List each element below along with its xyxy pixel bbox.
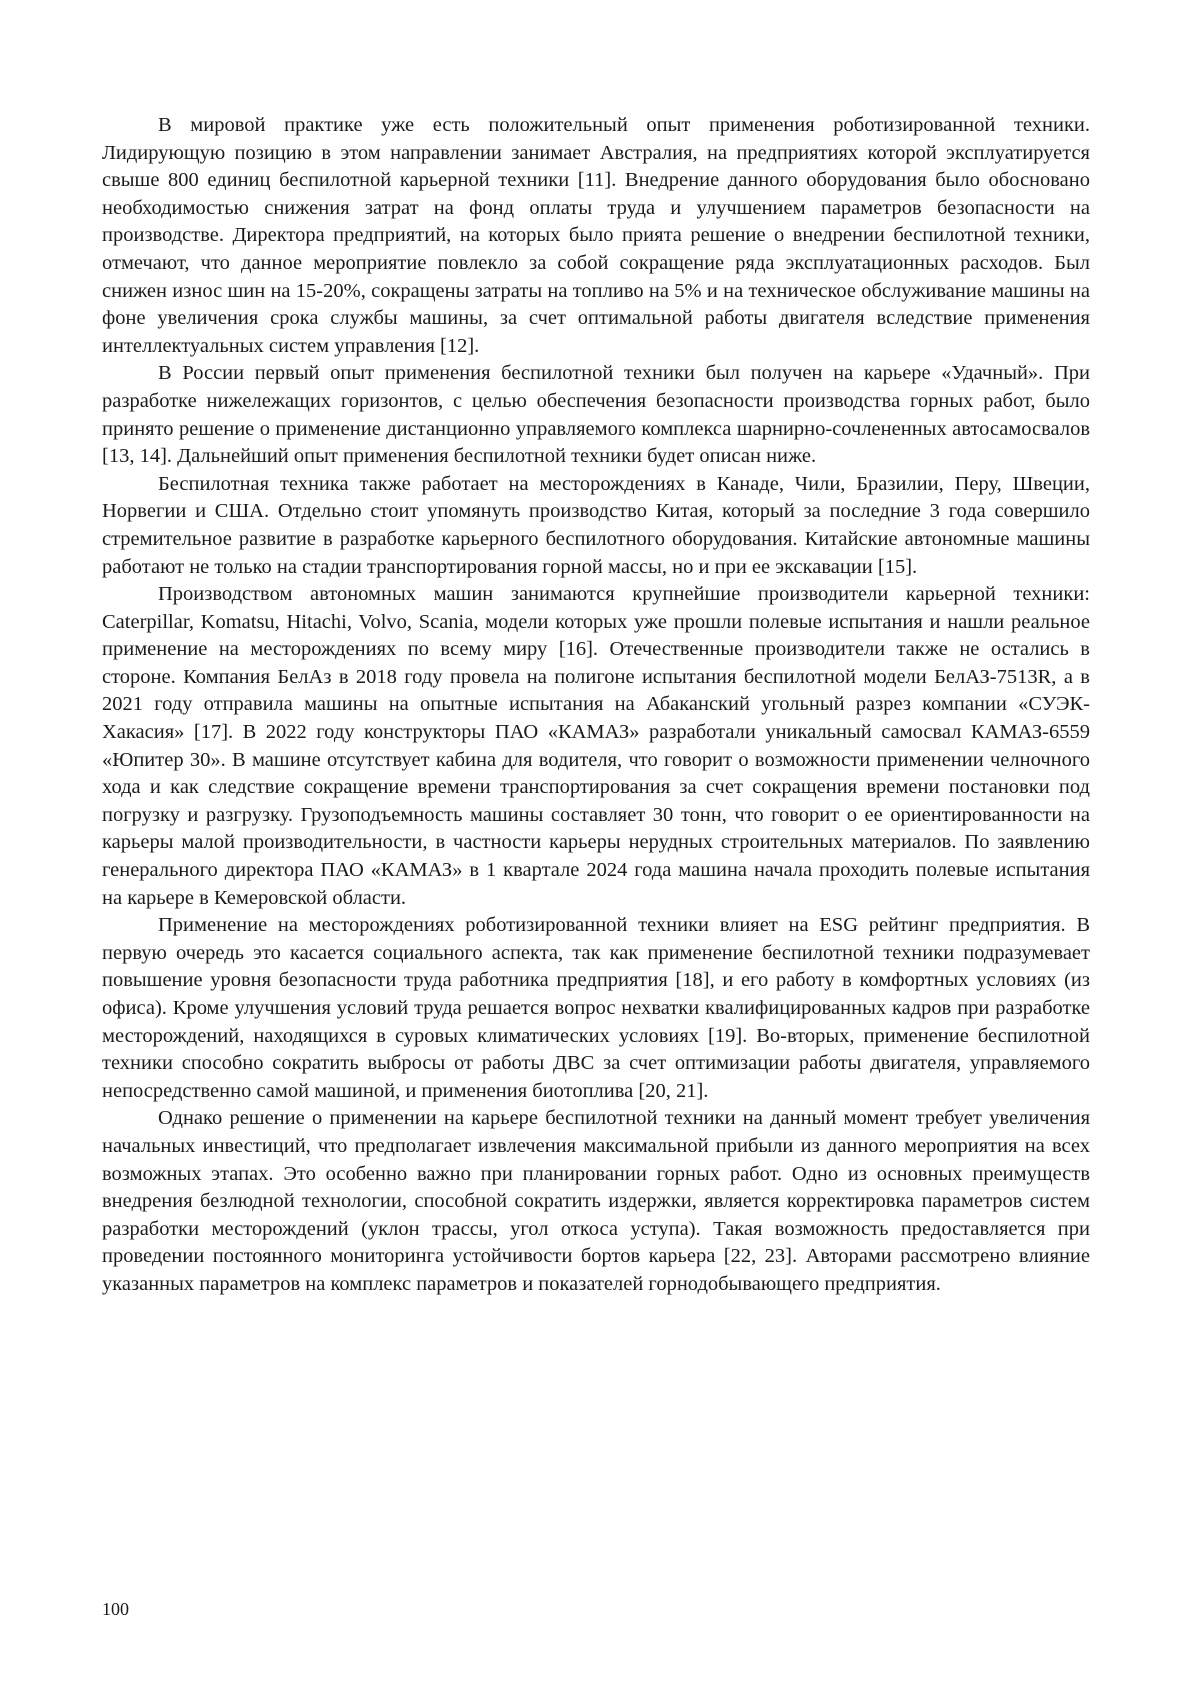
body-text bbox=[102, 112, 1090, 1299]
paragraph-robotic-practice: В мировой практике уже есть положительный опыт применения роботизированной техники. Лидирующую позицию в этом направлении занимает Австралия, на предприятиях которой эксплуатируется свыше 800 единиц беспилотной карьерной техники [11]. Внедрение данного оборудования было обосновано необходимостью снижения затрат на фонд оплаты труда и улучшением параметров безопасности на производстве. Директора предприятий, на которых было прията решение о внедрении беспилотной техники, отмечают, что данное мероприятие повлекло за собой сокращение ряда эксплуатационных расходов. Был снижен износ шин на 15-20%, сокращены затраты на топливо на 5% и на техническое обслуживание машины на фоне увеличения срока службы машины, за счет оптимальной работы двигателя вследствие применения интеллектуальных систем управления [12]. bbox=[102, 114, 1090, 357]
paragraph-russia-experience: В России первый опыт применения беспилотной техники был получен на карьере «Удачный». При разработке нижележащих горизонтов, с целью обеспечения безопасности производства горных работ, было принято решение о применение дистанционно управляемого комплекса шарнирно-сочлененных автосамосвалов [13, 14]. Дальнейший опыт применения беспилотной техники будет описан ниже. bbox=[102, 362, 1090, 468]
paragraph-countries: Беспилотная техника также работает на месторождениях в Канаде, Чили, Бразилии, Перу, Швеции, Норвегии и США. Отдельно стоит упомянуть производство Китая, который за последние 3 года совершило стремительное развитие в разработке карьерного беспилотного оборудования. Китайские автономные машины работают не только на стадии транспортирования горной массы, но и при ее экскавации [15]. bbox=[102, 472, 1090, 578]
page-number: 100 bbox=[102, 1599, 129, 1619]
paragraph-esg: Применение на месторождениях роботизированной техники влияет на ESG рейтинг предприятия. В первую очередь это касается социального аспекта, так как применение беспилотной техники подразумевает повышение уровня безопасности труда работника предприятия [18], и его работу в комфортных условиях (из офиса). Кроме улучшения условий труда решается вопрос нехватки квалифицированных кадров при разработке месторождений, находящихся в суровых климатических условиях [19]. Во-вторых, применение беспилотной техники способно сократить выбросы от работы ДВС за счет оптимизации работы двигателя, управляемого непосредственно самой машиной, и применения биотоплива [20, 21]. bbox=[102, 914, 1090, 1102]
paragraph-manufacturers: Производством автономных машин занимаются крупнейшие производители карьерной техники: Caterpillar, Komatsu, Hitachi, Volvo, Scania, модели которых уже прошли полевые испытания и нашли реальное применение на месторождениях по всему миру [16]. Отечественные производители также не остались в стороне. Компания БелАз в 2018 году провела на полигоне испытания беспилотной модели БелАЗ-7513R, а в 2021 году отправила машины на опытные испытания на Абаканский угольный разрез компании «СУЭК-Хакасия» [17]. В 2022 году конструкторы ПАО «КАМАЗ» разработали уникальный самосвал КАМАЗ-6559 «Юпитер 30». В машине отсутствует кабина для водителя, что говорит о возможности применении челночного хода и как следствие сокращение времени транспортирования за счет сокращения времени постановки под погрузку и разгрузку. Грузоподъемность машины составляет 30 тонн, что говорит о ее ориентированности на карьеры малой производительности, в частности карьеры нерудных строительных материалов. По заявлению генерального директора ПАО «КАМАЗ» в 1 квартале 2024 года машина начала проходить полевые испытания на карьере в Кемеровской области. bbox=[102, 583, 1090, 909]
paragraph-investments: Однако решение о применении на карьере беспилотной техники на данный момент требует увеличения начальных инвестиций, что предполагает извлечения максимальной прибыли из данного мероприятия на всех возможных этапах. Это особенно важно при планировании горных работ. Одно из основных преимуществ внедрения безлюдной технологии, способной сократить издержки, является корректировка параметров систем разработки месторождений (уклон трассы, угол откоса уступа). Такая возможность предоставляется при проведении постоянного мониторинга устойчивости бортов карьера [22, 23]. Авторами рассмотрено влияние указанных параметров на комплекс параметров и показателей горнодобывающего предприятия. bbox=[102, 1107, 1090, 1295]
